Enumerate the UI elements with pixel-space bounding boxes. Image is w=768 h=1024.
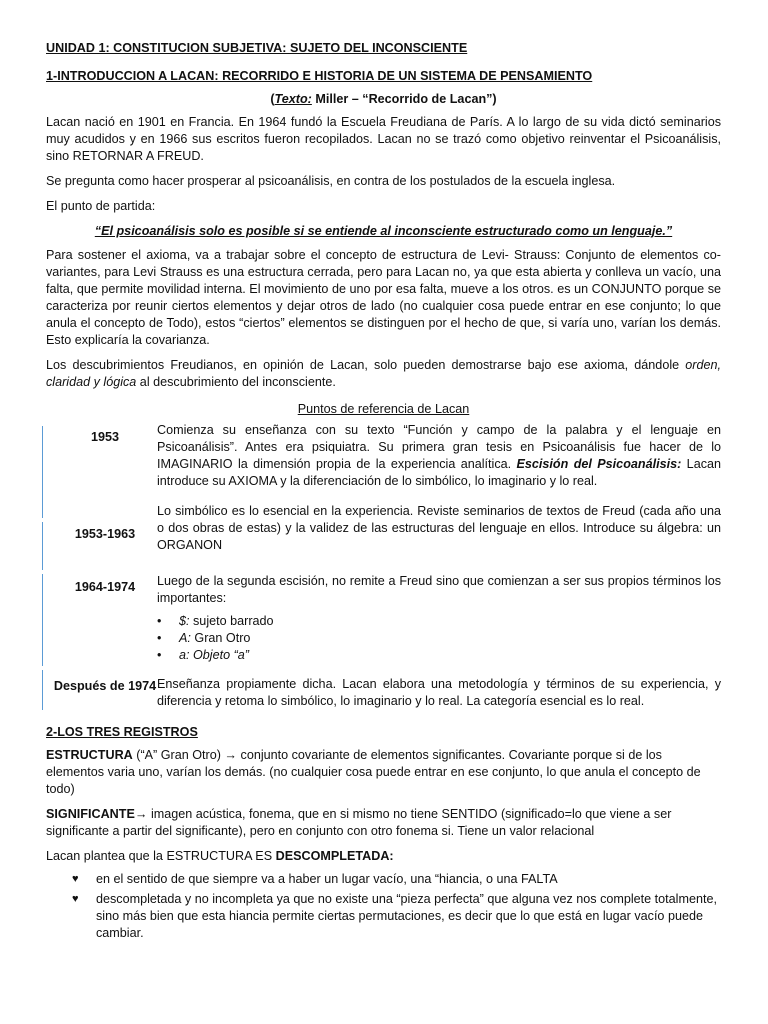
bullet-text: descompletada y no incompleta ya que no existe una “pieza perfecta” que alguna vez nos complete totalmente, sino más bien que esta hiancia permite ciertas permutaciones, es decir que lo que está en lugar vacío puede cambiar. <box>96 892 717 940</box>
list-item <box>46 871 721 888</box>
source-label: Texto: <box>274 92 312 106</box>
para5-text: Los descubrimientos Freudianos, en opinión de Lacan, solo pueden demostrarse bajo ese axioma, dándole <box>46 358 686 372</box>
heart-bullet-icon: ♥ <box>72 873 79 885</box>
unit-title: UNIDAD 1: CONSTITUCION SUBJETIVA: SUJETO DEL INCONSCIENTE <box>46 41 468 55</box>
significante-term: SIGNIFICANTE <box>46 807 135 821</box>
descompletada-list <box>46 871 721 942</box>
list-item <box>157 630 721 647</box>
axiom-quote: “El psicoanálisis solo es posible si se entiende al inconsciente estructurado como un lenguaje.” <box>94 224 673 238</box>
heart-bullet-icon: ♥ <box>72 893 79 905</box>
planteo-text: Lacan plantea que la ESTRUCTURA ES <box>46 849 276 863</box>
estructura-paragraph <box>46 747 721 798</box>
timeline-table <box>46 422 721 714</box>
term-symbol: A: <box>179 631 191 645</box>
section1-heading: 1-INTRODUCCION A LACAN: RECORRIDO E HISTORIA DE UN SISTEMA DE PENSAMIENTO <box>46 69 593 83</box>
planteo-emphasis: DESCOMPLETADA: <box>275 849 394 863</box>
para1-text: Lacan nació en 1901 en Francia. En 1964 fundó la Escuela Freudiana de París. A lo largo de su vida dictó seminarios muy acudidos y en 1966 sus escritos fueron recopilados. Lacan no se trazó como objetivo reinventar el Psicoanálisis, sino <box>46 115 721 163</box>
row3-text: Luego de la segunda escisión, no remite a Freud sino que comienzan a ser sus propios términos los importantes: <box>157 574 721 605</box>
list-item <box>157 647 721 664</box>
intro-paragraph-2: Se pregunta como hacer prosperar al psicoanálisis, en contra de los postulados de la escuela inglesa. <box>46 174 616 188</box>
timeline-label-1964-1974: 1964-1974 <box>74 580 136 594</box>
structure-paragraph: Para sostener el axioma, va a trabajar sobre el concepto de estructura de Levi- Strauss: Conjunto de elementos co-variantes, para Levi Strauss es una estructura cerrada, pero para Lacan no, ya que esta abierta y conlleva un vacío, una falta, que permite movilidad interna. El movimiento de uno por esa falta, mueve a los otros. es un CONJUNTO porque se caracteriza por reunir ciertos elementos y dejar otros de lado (no cualquier cosa puede entrar en ese conjunto; lo que anula el concepto de Todo), estos “ciertos” elementos se distinguen por el hecho de que, si varía uno, varían los demás. Esto explicaría la covarianza. <box>46 248 721 347</box>
timeline-heading: Puntos de referencia de Lacan <box>297 402 470 416</box>
section2-heading: 2-LOS TRES REGISTROS <box>46 725 198 739</box>
para1-emphasis: RETORNAR A FREUD. <box>72 149 204 163</box>
document-page <box>46 40 721 945</box>
lacan-terms-list <box>157 613 721 664</box>
term-desc: sujeto barrado <box>189 614 274 628</box>
para5-italic: orden, claridad y lógica <box>46 358 721 389</box>
source-open: ( <box>270 92 275 106</box>
timeline-text-after-1974: Enseñanza propiamente dicha. Lacan elabora una metodología y términos de su experiencia, y diferencia y retoma lo simbólico, lo imaginario y lo real. La categoría esencial es lo real. <box>157 677 721 708</box>
timeline-label-1953: 1953 <box>90 430 120 444</box>
row1-text: Comienza su enseñanza con su texto “Función y campo de la palabra y el lenguaje en Psicoanálisis”. Antes era psiquiatra. Su primera gran tesis en Psicoanálisis fue hacer de lo IMAGINARIO la dimensión propia de la experiencia analítica. <box>157 423 721 471</box>
source-text: Miller – “Recorrido de Lacan”) <box>311 92 497 106</box>
list-item <box>46 891 721 942</box>
term-symbol: a: Objeto “a” <box>179 648 249 662</box>
bullet-text: en el sentido de que siempre va a haber un lugar vacío, una “hiancia, o una FALTA <box>96 872 558 886</box>
freud-paragraph <box>46 357 721 391</box>
term-symbol: $: <box>179 614 190 628</box>
estructura-definition: (“A” Gran Otro) → conjunto covariante de elementos significantes. Covariante porque si de los elementos varia uno, varían los demás. (no cualquier cosa puede entrar en ese conjunto, lo que anula el concepto de todo) <box>46 748 701 796</box>
row1-end: Lacan introduce su AXIOMA y la diferenciación de lo simbólico, lo imaginario y lo real. <box>157 457 721 488</box>
term-desc: Gran Otro <box>190 631 251 645</box>
descompletada-paragraph <box>46 848 721 865</box>
timeline-text-1953-1963: Lo simbólico es lo esencial en la experiencia. Reviste seminarios de textos de Freud (cada año una o dos obras de estas) y la validez de las estructuras del lenguaje en ellos. Introduce su álgebra: un ORGANON <box>157 504 721 552</box>
para5-end: al descubrimiento del inconsciente. <box>136 375 336 389</box>
timeline-text-1953 <box>157 422 721 490</box>
significante-paragraph <box>46 806 721 840</box>
timeline-text-1964-1974 <box>157 573 721 664</box>
list-item <box>157 613 721 630</box>
timeline-label-after-1974: Después de 1974 <box>53 679 157 693</box>
estructura-term: ESTRUCTURA <box>46 748 133 762</box>
intro-paragraph-3: El punto de partida: <box>46 199 156 213</box>
source-citation <box>46 91 721 108</box>
intro-paragraph-1 <box>46 114 721 165</box>
timeline-label-1953-1963: 1953-1963 <box>74 527 136 541</box>
significante-definition: → imagen acústica, fonema, que en si mismo no tiene SENTIDO (significado=lo que viene a ser significante a partir del significante), pero en conjunto con otro fonema si. Tiene un valor relacional <box>46 807 672 838</box>
row1-emphasis: Escisión del Psicoanálisis: <box>516 457 682 471</box>
